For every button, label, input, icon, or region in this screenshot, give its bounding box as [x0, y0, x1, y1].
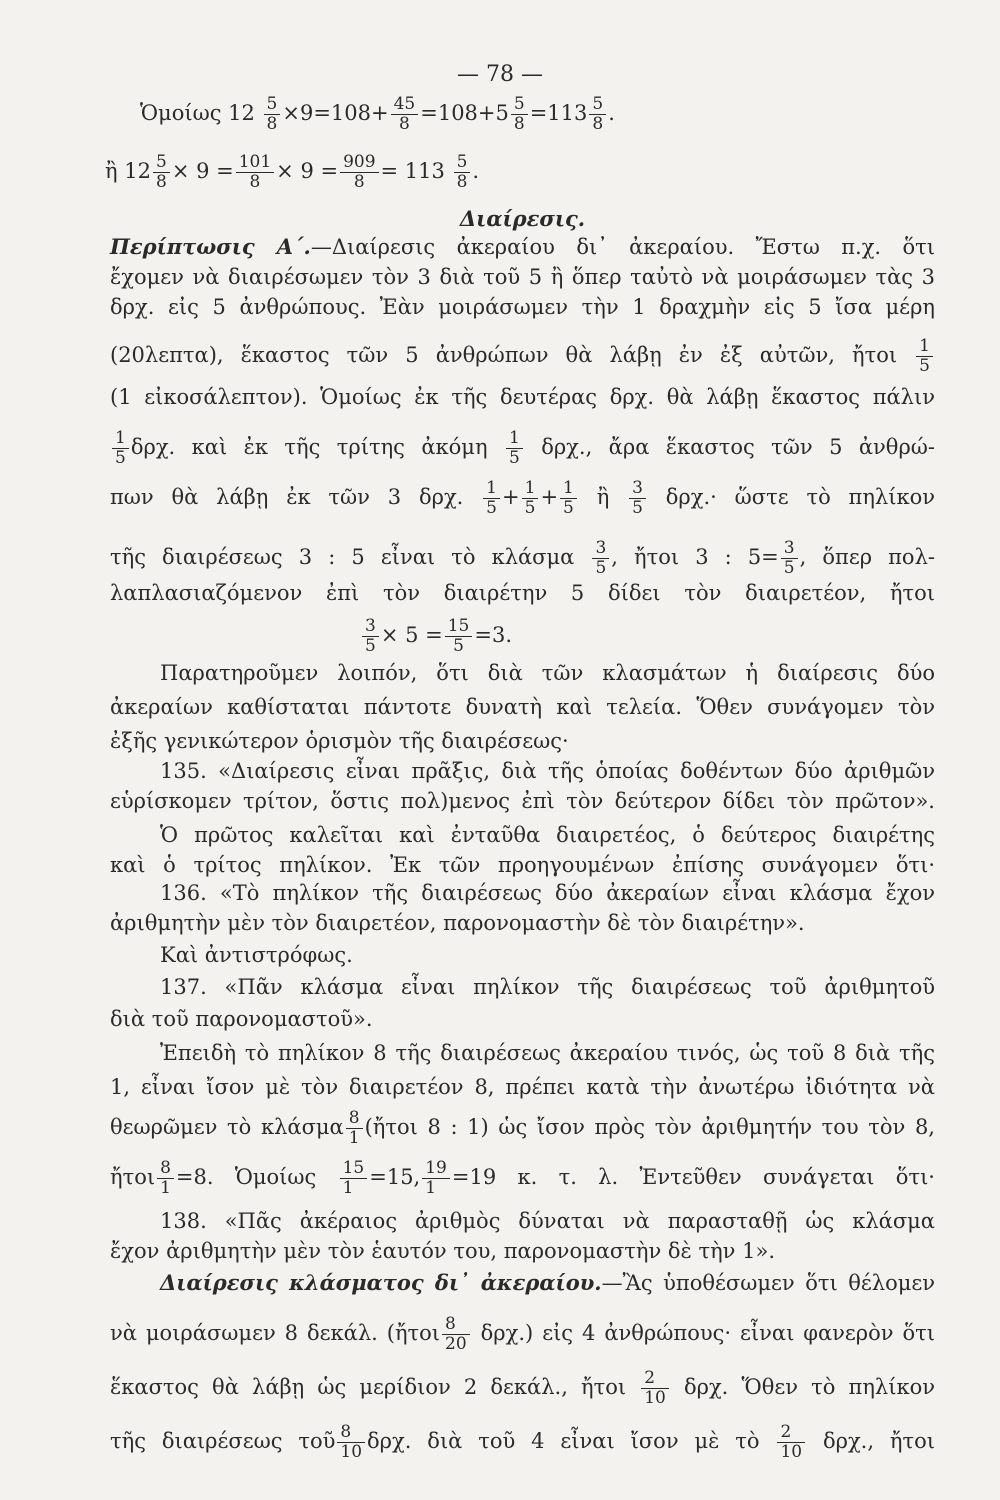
text-line: ἀκεραίων καθίσταται πάντοτε δυνατὴ καὶ τελεία. Ὅθεν συνάγομεν τὸν — [110, 695, 935, 719]
text-line: ἔχομεν νὰ διαιρέσωμεν τὸν 3 διὰ τοῦ 5 ἢ ὅπερ ταὐτὸ νὰ μοιράσωμεν τὰς 3 — [110, 265, 935, 289]
text-line-p22: τῆς διαιρέσεως τοῦ $\frac{8}{10}$ δρχ. διὰ τοῦ 4 εἶναι ἴσον μὲ τὸ $\frac{2}{10}$ δρχ., ἤτοι — [110, 1422, 935, 1462]
fraction: $\frac{3}{5}$ — [362, 618, 379, 655]
text-line: ἐξῆς γενικώτερον ὁρισμὸν τῆς διαιρέσεως· — [110, 729, 569, 753]
fraction: $\frac{19}{1}$ — [422, 1160, 450, 1197]
fraction: $\frac{5}{8}$ — [264, 96, 281, 133]
fraction: $\frac{1}{5}$ — [522, 480, 539, 517]
fraction: $\frac{3}{5}$ — [592, 540, 609, 577]
text-line-p21: ἕκαστος θὰ λάβῃ ὡς μερίδιον 2 δεκάλ., ἤτοι $\frac{2}{10}$ δρχ. Ὅθεν τὸ πηλίκον — [110, 1368, 935, 1408]
fraction: $\frac{8}{20}$ — [442, 1316, 470, 1353]
fraction: $\frac{1}{5}$ — [916, 338, 933, 375]
fraction: $\frac{2}{10}$ — [777, 1424, 805, 1461]
text-line: 1, εἶναι ἴσον μὲ τὸν διαιρετέον 8, πρέπει κατὰ τὴν ἀνωτέρω ἰδιότητα νὰ — [110, 1075, 935, 1099]
section-heading: Διαίρεσις. — [459, 206, 586, 231]
fraction: $\frac{5}{8}$ — [511, 96, 528, 133]
equation-line-3: $\frac{3}{5}$ × 5 = $\frac{15}{5}$ =3. — [360, 618, 660, 655]
rule-135-line-2: εὑρίσκομεν τρίτον, ὅστις πολ)μενος ἐπὶ τὸν δεύτερον δίδει τὸν πρῶτον». — [110, 789, 935, 813]
section2-heading-line — [110, 1270, 935, 1296]
equation-line-1: Ὁμοίως 12 $\frac{5}{8}$ ×9=108+ $\frac{45}{8}$ =108+5 $\frac{5}{8}$ =113 $\frac{5}{8}$ . — [140, 94, 615, 134]
fraction: $\frac{3}{5}$ — [781, 540, 798, 577]
text-line: (1 εἰκοσάλεπτον). Ὁμοίως ἐκ τῆς δευτέρας δρχ. θὰ λάβῃ ἕκαστος πάλιν — [110, 385, 935, 409]
rule-135-line-1: 135. «Διαίρεσις εἶναι πρᾶξις, διὰ τῆς ὁποίας δοθέντων δύο ἀριθμῶν — [160, 759, 935, 783]
rule-138-line-2: ἔχον ἀριθμητὴν μὲν τὸν ἑαυτόν του, παρονομαστὴν δὲ τὴν 1». — [110, 1239, 776, 1263]
fraction: $\frac{2}{10}$ — [641, 1370, 669, 1407]
text-line: καὶ ὁ τρίτος πηλίκον. Ἐκ τῶν προηγουμένων ἐπίσης συνάγομεν ὅτι· — [110, 853, 935, 877]
fraction: $\frac{1}{5}$ — [506, 430, 523, 467]
fraction: $\frac{5}{8}$ — [153, 154, 170, 191]
fraction: $\frac{8}{1}$ — [157, 1160, 174, 1197]
section2-title: Διαίρεσις κλάσματος δι᾽ ἀκεραίου. — [160, 1270, 602, 1295]
rule-137-line-1: 137. «Πᾶν κλάσμα εἶναι πηλίκον τῆς διαιρέσεως τοῦ ἀριθμητοῦ — [160, 975, 935, 999]
text-line-p5: $\frac{1}{5}$ δρχ. καὶ ἐκ τῆς τρίτης ἀκόμη $\frac{1}{5}$ δρχ., ἄρα ἕκαστος τῶν 5 ἀνθρώ- — [110, 430, 935, 467]
fraction: $\frac{8}{1}$ — [346, 1110, 363, 1147]
fraction: $\frac{3}{5}$ — [629, 480, 646, 517]
equation-line-2: ἢ 12 $\frac{5}{8}$ × 9 = $\frac{101}{8}$ × 9 = $\frac{909}{8}$ = 113 $\frac{5}{8}$ . — [105, 152, 480, 192]
rule-137-line-2: διὰ τοῦ παρονομαστοῦ». — [110, 1007, 373, 1031]
rule-136-line-1: 136. «Τὸ πηλίκον τῆς διαιρέσεως δύο ἀκεραίων εἶναι κλάσμα ἔχον — [160, 881, 935, 905]
fraction: $\frac{8}{10}$ — [337, 1424, 365, 1461]
section2-rest: —Ἂς ὑποθέσωμεν ὅτι θέλομεν — [601, 1271, 936, 1295]
fraction: $\frac{15}{1}$ — [340, 1160, 368, 1197]
fraction: $\frac{1}{5}$ — [483, 480, 500, 517]
fraction: $\frac{1}{5}$ — [112, 430, 129, 467]
fraction: $\frac{5}{8}$ — [589, 96, 606, 133]
text-line-p3: (20λεπτα), ἕκαστος τῶν 5 ἀνθρώπων θὰ λάβῃ ἐν ἐξ αὐτῶν, ἤτοι $\frac{1}{5}$ — [110, 338, 935, 375]
fraction: $\frac{1}{5}$ — [560, 480, 577, 517]
text-line-p7: τῆς διαιρέσεως 3 : 5 εἶναι τὸ κλάσμα $\frac{3}{5}$ , ἤτοι 3 : 5= $\frac{3}{5}$ , ὅπερ πολ- — [110, 538, 935, 578]
text-line: Ὁ πρῶτος καλεῖται καὶ ἐνταῦθα διαιρετέος, ὁ δεύτερος διαιρέτης — [160, 823, 935, 847]
text-line: Καὶ ἀντιστρόφως. — [160, 943, 353, 967]
text-line: λαπλασιαζόμενον ἐπὶ τὸν διαιρέτην 5 δίδει τὸν διαιρετέον, ἤτοι — [110, 581, 935, 605]
text-line: Ἐπειδὴ τὸ πηλίκον 8 τῆς διαιρέσεως ἀκεραίου τινός, ὡς τοῦ 8 διὰ τῆς — [160, 1041, 935, 1065]
text-line-p18: θεωρῶμεν τὸ κλάσμα $\frac{8}{1}$ (ἤτοι 8 : 1) ὡς ἴσον πρὸς τὸν ἀριθμητήν του τὸν 8, — [110, 1108, 935, 1148]
text-line-p19: ἤτοι $\frac{8}{1}$ =8. Ὁμοίως $\frac{15}{1}$ =15, $\frac{19}{1}$ =19 κ. τ. λ. Ἐντεῦθεν συνάγεται ὅτι· — [110, 1158, 935, 1198]
rule-138-line-1: 138. «Πᾶς ἀκέραιος ἀριθμὸς δύναται νὰ παρασταθῇ ὡς κλάσμα — [160, 1209, 935, 1233]
fraction: $\frac{15}{5}$ — [445, 618, 473, 655]
text-line-p6: πων θὰ λάβῃ ἐκ τῶν 3 δρχ. $\frac{1}{5}$ + $\frac{1}{5}$ + $\frac{1}{5}$ ἢ $\frac{3}{5}$ δρχ.· ὥστε τὸ πηλίκον — [110, 478, 936, 518]
fraction: $\frac{45}{8}$ — [391, 96, 419, 133]
fraction: $\frac{5}{8}$ — [454, 154, 471, 191]
case-heading-line — [110, 234, 935, 260]
page-number: — 78 — — [457, 62, 543, 87]
rule-136-line-2: ἀριθμητὴν μὲν τὸν διαιρετέον, παρονομαστὴν δὲ τὸν διαιρέτην». — [110, 911, 805, 935]
fraction: $\frac{101}{8}$ — [236, 154, 274, 191]
case-title: Περίπτωσις Α΄. — [110, 234, 311, 259]
text-line: Παρατηροῦμεν λοιπόν, ὅτι διὰ τῶν κλασμάτων ἡ διαίρεσις δύο — [160, 661, 935, 685]
text-line-p20: νὰ μοιράσωμεν 8 δεκάλ. (ἤτοι $\frac{8}{20}$ δρχ.) εἰς 4 ἀνθρώπους· εἶναι φανερὸν ὅτι — [110, 1314, 936, 1354]
text-line: δρχ. εἰς 5 ἀνθρώπους. Ἐὰν μοιράσωμεν τὴν 1 δραχμὴν εἰς 5 ἴσα μέρη — [110, 295, 935, 319]
fraction: $\frac{909}{8}$ — [340, 154, 378, 191]
case-rest: —Διαίρεσις ἀκεραίου δι᾽ ἀκεραίου. Ἔστω π.χ. ὅτι — [310, 235, 935, 259]
